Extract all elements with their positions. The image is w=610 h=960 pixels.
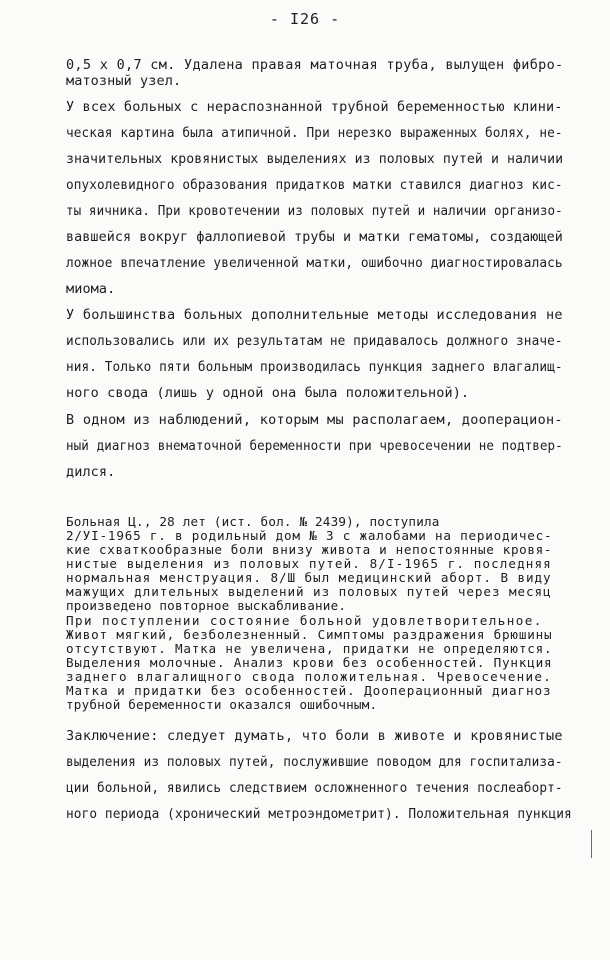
case-line: Выделения молочные. Анализ крови без особенностей. Пункция <box>66 655 553 670</box>
text-line: Заключение: следует думать, что боли в животе и кровянистые <box>66 728 563 744</box>
text-line: опухолевидного образования придатков матки ставился диагноз кис- <box>66 177 563 193</box>
text-line: ный диагноз внематочной беременности при чревосечении не подтвер- <box>66 438 563 454</box>
case-line: нормальная менструация. 8/Ш был медицинский аборт. В виду <box>66 570 552 585</box>
text-line: У всех больных с нераспознанной трубной беременностью клини- <box>66 99 563 115</box>
text-line: У большинства больных дополнительные методы исследования не <box>66 307 563 323</box>
text-line: использовались или их результатам не придавалось должного значе- <box>66 333 563 349</box>
text-line: ложное впечатление увеличенной матки, ошибочно диагностировалась <box>66 255 563 271</box>
scan-edge-mark <box>591 830 592 858</box>
text-line: значительных кровянистых выделениях из половых путей и наличии <box>66 151 564 167</box>
case-line: Больная Ц., 28 лет (ист. бол. № 2439), поступила <box>66 514 440 529</box>
text-line: ты яичника. При кровотечении из половых путей и наличии организо- <box>66 203 563 219</box>
text-line: дился. <box>66 464 116 480</box>
text-line: В одном из наблюдений, которым мы располагаем, дооперацион- <box>66 412 563 428</box>
text-line: миома. <box>66 281 116 297</box>
case-line: 2/УI-1965 г. в родильный дом № 3 с жалобами на периодичес- <box>66 528 553 543</box>
case-line: отсутствуют. Матка не увеличена, придатки не определяются. <box>66 641 553 656</box>
case-line: заднего влагалищного свода положительная. Чревосечение. <box>66 669 553 684</box>
text-line: ции больной, явились следствием осложненного течения послеаборт- <box>66 780 563 796</box>
case-line: трубной беременности оказался ошибочным. <box>66 697 378 712</box>
case-line: Матка и придатки без особенностей. Дооперационный диагноз <box>66 683 552 698</box>
text-line: ния. Только пяти больным производилась пункция заднего влагалищ- <box>66 359 563 375</box>
text-line: матозный узел. <box>66 73 182 89</box>
case-line: кие схваткообразные боли внизу живота и непостоянные кровя- <box>66 542 553 557</box>
text-line: ного периода (хронический метроэндометрит). Положительная пункция <box>66 806 572 822</box>
case-line: мажущих длительных выделений из половых путей через месяц <box>66 584 552 599</box>
text-line: 0,5 х 0,7 см. Удалена правая маточная труба, вылущен фибро- <box>66 57 564 73</box>
text-line: выделения из половых путей, послужившие поводом для госпитализа- <box>66 754 563 770</box>
case-line: нистые выделения из половых путей. 8/I-1965 г. последняя <box>66 556 552 571</box>
text-line: ческая картина была атипичной. При нерезко выраженных болях, не- <box>66 125 563 141</box>
text-line: ного свода (лишь у одной она была положительной). <box>66 385 470 401</box>
case-line: При поступлении состояние больной удовлетворительное. <box>66 613 543 628</box>
text-line: вавшейся вокруг фаллопиевой трубы и матки гематомы, создающей <box>66 229 563 245</box>
case-line: произведено повторное выскабливание. <box>66 598 347 613</box>
case-line: Живот мягкий, безболезненный. Симптомы раздражения брюшины <box>66 627 553 642</box>
page-number: - I26 - <box>269 10 341 28</box>
